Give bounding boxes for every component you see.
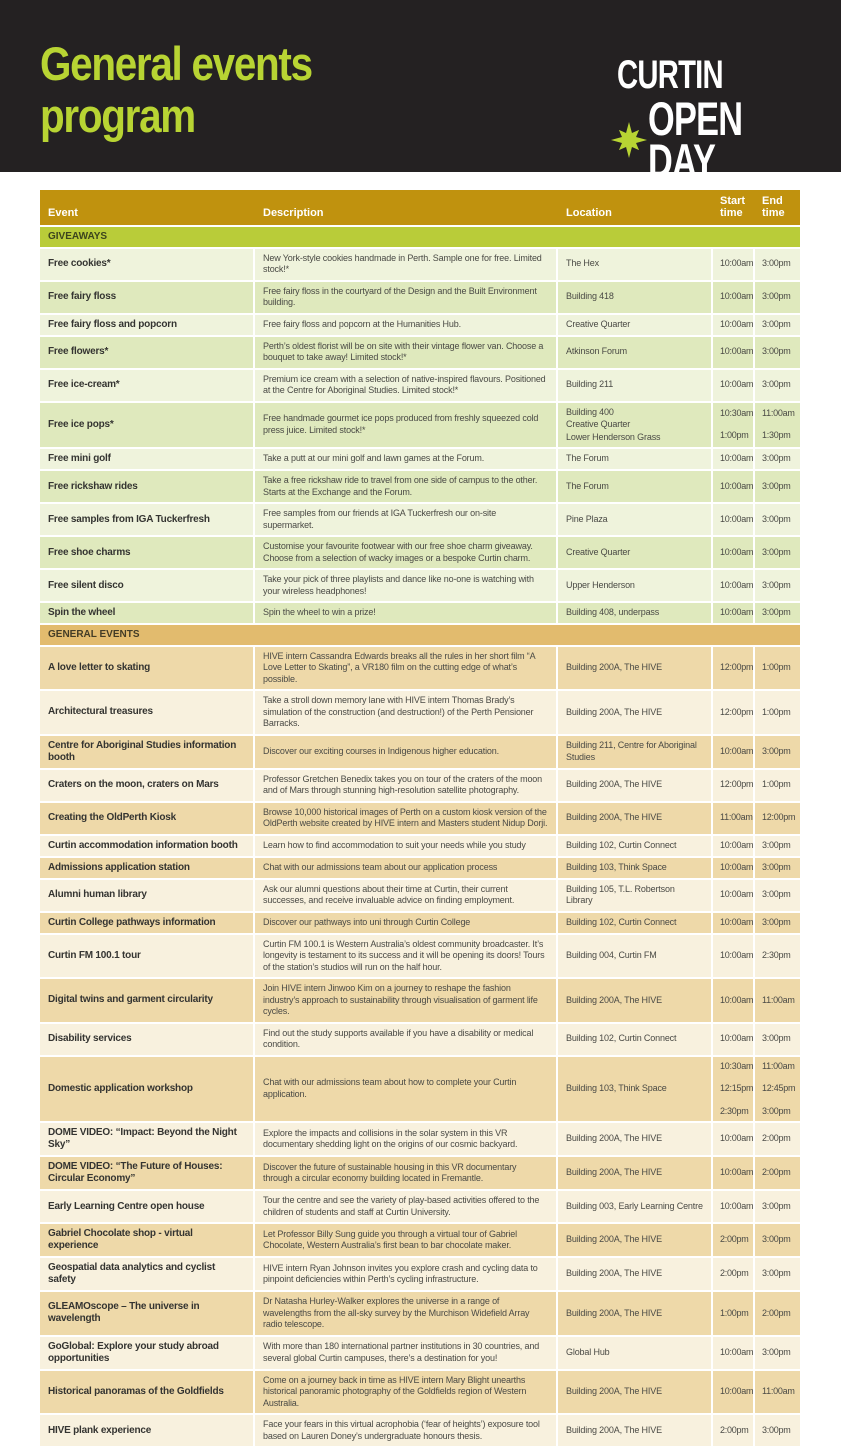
section-label: GENERAL EVENTS	[48, 629, 140, 640]
event-cell: A love letter to skating	[40, 647, 255, 690]
event-cell: Architectural treasures	[40, 691, 255, 734]
table-row	[40, 1337, 800, 1371]
end-time-cell: 3:00pm	[762, 546, 791, 557]
description-cell: Free handmade gourmet ice pops produced from freshly squeezed cold press juice. Limited stock!*	[255, 403, 558, 448]
location-cell: Building 102, Curtin Connect	[558, 1024, 713, 1055]
event-cell: GLEAMOscope – The universe in wavelength	[40, 1292, 255, 1335]
location-cell: Building 102, Curtin Connect	[558, 836, 713, 856]
event-cell: DOME VIDEO: “The Future of Houses: Circular Economy”	[40, 1157, 255, 1189]
start-time-cell: 10:00am	[713, 836, 755, 856]
location-cell: Building 200A, The HIVE	[558, 647, 713, 690]
start-time-cell: 10:00am	[713, 282, 755, 313]
location-cell: Pine Plaza	[558, 504, 713, 535]
curtin-open-day-logo	[610, 53, 841, 187]
table-row	[40, 603, 800, 625]
description-cell: Professor Gretchen Benedix takes you on tour of the craters of the moon and of Mars through stunning high-resolution satellite photography.	[255, 770, 558, 801]
location-cell: Building 200A, The HIVE	[558, 803, 713, 834]
event-cell: Free samples from IGA Tuckerfresh	[40, 504, 255, 535]
event-cell: Free mini golf	[40, 449, 255, 469]
table-row	[40, 449, 800, 471]
location-cell: The Hex	[558, 249, 713, 280]
location-cell: The Forum	[558, 471, 713, 502]
description-cell: Tour the centre and see the variety of play-based activities offered to the children of students and staff at Curtin University.	[255, 1191, 558, 1222]
location-cell: Building 200A, The HIVE	[558, 1415, 713, 1446]
column-header-location: Location	[566, 207, 612, 219]
start-time-cell: 10:00am	[713, 449, 755, 469]
description-cell: Face your fears in this virtual acrophobia (‘fear of heights’) exposure tool based on Lauren Doney’s undergraduate honours thesis.	[255, 1415, 558, 1446]
event-cell: Free cookies*	[40, 249, 255, 280]
end-time-cell: 3:00pm	[762, 1200, 791, 1211]
location-cell: Creative Quarter	[558, 537, 713, 568]
description-cell: Curtin FM 100.1 is Western Australia’s oldest community broadcaster. It’s longevity is testament to its success and it will be opening its doors! Tours of the station’s studios will run on the half hour.	[255, 935, 558, 978]
end-time-cell: 3:00pm	[762, 861, 791, 872]
event-cell: Digital twins and garment circularity	[40, 979, 255, 1022]
logo-event-text: OPEN DAY	[648, 92, 743, 187]
start-time-cell: 2:00pm	[713, 1258, 755, 1290]
end-time-cell: 3:00pm	[762, 291, 791, 302]
description-cell: Free fairy floss and popcorn at the Humanities Hub.	[255, 315, 558, 335]
event-cell: Creating the OldPerth Kiosk	[40, 803, 255, 834]
page-title-line1: General events	[40, 37, 312, 90]
start-time-cell: 10:00am	[713, 603, 755, 623]
table-row	[40, 370, 800, 403]
location-cell: Building 200A, The HIVE	[558, 979, 713, 1022]
start-time-cell: 10:00am	[713, 935, 755, 978]
table-row	[40, 282, 800, 315]
end-time-cell: 3:00pm	[762, 745, 791, 756]
table-row	[40, 1415, 800, 1448]
end-time-cell: 11:00am 12:45pm 3:00pm	[762, 1060, 796, 1116]
end-time-cell: 2:00pm	[762, 1167, 791, 1178]
event-cell: Geospatial data analytics and cyclist safety	[40, 1258, 255, 1290]
table-row	[40, 647, 800, 692]
table-header-row	[40, 190, 800, 227]
location-cell: Building 200A, The HIVE	[558, 1224, 713, 1256]
event-cell: Disability services	[40, 1024, 255, 1055]
description-cell: Spin the wheel to win a prize!	[255, 603, 558, 623]
table-row	[40, 337, 800, 370]
location-cell: Building 408, underpass	[558, 603, 713, 623]
table-row	[40, 1191, 800, 1224]
event-cell: Free fairy floss and popcorn	[40, 315, 255, 335]
table-row	[40, 736, 800, 770]
description-cell: Take a free rickshaw ride to travel from one side of campus to the other. Starts at the Exchange and the Forum.	[255, 471, 558, 502]
header-banner	[0, 0, 841, 187]
location-cell: Building 200A, The HIVE	[558, 691, 713, 734]
location-cell: Building 103, Think Space	[558, 858, 713, 878]
table-row	[40, 913, 800, 935]
start-time-cell: 12:00pm	[713, 647, 755, 690]
table-row	[40, 1371, 800, 1416]
table-row	[40, 1258, 800, 1292]
starburst-icon	[610, 121, 648, 159]
description-cell: Chat with our admissions team about our application process	[255, 858, 558, 878]
description-cell: Ask our alumni questions about their time at Curtin, their current successes, and receive invaluable advice on finding employment.	[255, 880, 558, 911]
column-header-start-time: Start time	[720, 195, 746, 219]
location-cell: Building 105, T.L. Robertson Library	[558, 880, 713, 911]
start-time-cell: 10:00am	[713, 1371, 755, 1414]
end-time-cell: 1:00pm	[762, 779, 791, 790]
event-cell: Curtin FM 100.1 tour	[40, 935, 255, 978]
location-cell: Building 200A, The HIVE	[558, 1123, 713, 1155]
end-time-cell: 3:00pm	[762, 916, 791, 927]
end-time-cell: 11:00am	[762, 1386, 795, 1396]
event-cell: Free ice pops*	[40, 403, 255, 448]
description-cell: Free fairy floss in the courtyard of the Design and the Built Environment building.	[255, 282, 558, 313]
table-row	[40, 1057, 800, 1124]
description-cell: Perth’s oldest florist will be on site with their vintage flower van. Choose a bouquet to take away! Limited stock!*	[255, 337, 558, 368]
table-row	[40, 836, 800, 858]
end-time-cell: 3:00pm	[762, 258, 791, 269]
events-program-table	[40, 190, 800, 1448]
location-cell: Building 211	[558, 370, 713, 401]
description-cell: Premium ice cream with a selection of native-inspired flavours. Positioned at the Centre for Aboriginal Studies. Limited stock!*	[255, 370, 558, 401]
start-time-cell: 10:00am	[713, 315, 755, 335]
start-time-cell: 12:00pm	[713, 691, 755, 734]
event-cell: Centre for Aboriginal Studies information booth	[40, 736, 255, 768]
event-cell: Early Learning Centre open house	[40, 1191, 255, 1222]
event-cell: GoGlobal: Explore your study abroad opportunities	[40, 1337, 255, 1369]
event-cell: HIVE plank experience	[40, 1415, 255, 1446]
end-time-cell: 3:00pm	[762, 1268, 791, 1279]
event-cell: Free ice-cream*	[40, 370, 255, 401]
end-time-cell: 3:00pm	[762, 513, 791, 524]
start-time-cell: 10:00am	[713, 1157, 755, 1189]
end-time-cell: 3:00pm	[762, 453, 791, 464]
start-time-cell: 10:00am	[713, 1191, 755, 1222]
location-cell: Building 200A, The HIVE	[558, 1292, 713, 1335]
location-cell: The Forum	[558, 449, 713, 469]
start-time-cell: 2:00pm	[713, 1224, 755, 1256]
description-cell: Explore the impacts and collisions in the solar system in this VR documentary shedding light on the origins of our cosmic backyard.	[255, 1123, 558, 1155]
end-time-cell: 3:00pm	[762, 379, 791, 390]
table-row	[40, 880, 800, 913]
location-cell: Building 103, Think Space	[558, 1057, 713, 1122]
location-cell: Building 200A, The HIVE	[558, 1157, 713, 1189]
start-time-cell: 10:00am	[713, 537, 755, 568]
event-cell: Free shoe charms	[40, 537, 255, 568]
description-cell: Take a stroll down memory lane with HIVE intern Thomas Brady’s simulation of the construction (and destruction!) of the Perth Pensioner Barracks.	[255, 691, 558, 734]
table-row	[40, 770, 800, 803]
description-cell: Join HIVE intern Jinwoo Kim on a journey to reshape the fashion industry’s approach to sustainability through visualisation of garment life cycles.	[255, 979, 558, 1022]
column-header-description: Description	[263, 207, 324, 219]
start-time-cell: 10:30am 1:00pm	[713, 403, 755, 448]
end-time-cell: 1:00pm	[762, 662, 791, 672]
description-cell: Find out the study supports available if you have a disability or medical condition.	[255, 1024, 558, 1055]
table-row	[40, 1123, 800, 1157]
table-row	[40, 537, 800, 570]
start-time-cell: 10:00am	[713, 858, 755, 878]
description-cell: Discover our exciting courses in Indigenous higher education.	[255, 736, 558, 768]
location-cell: Building 003, Early Learning Centre	[558, 1191, 713, 1222]
table-row	[40, 1224, 800, 1258]
event-cell: Curtin accommodation information booth	[40, 836, 255, 856]
end-time-cell: 3:00pm	[762, 607, 791, 618]
event-cell: Free flowers*	[40, 337, 255, 368]
event-cell: Craters on the moon, craters on Mars	[40, 770, 255, 801]
description-cell: Dr Natasha Hurley-Walker explores the universe in a range of wavelengths from the all-sky survey by the Murchison Widefield Array radio telescope.	[255, 1292, 558, 1335]
description-cell: HIVE intern Cassandra Edwards breaks all the rules in her short film “A Love Letter to Skating”, a VR180 film on the cutting edge of what’s possible.	[255, 647, 558, 690]
description-cell: Browse 10,000 historical images of Perth on a custom kiosk version of the OldPerth website created by HIVE intern and Masters student Nidup Dorji.	[255, 803, 558, 834]
table-row	[40, 315, 800, 337]
table-row	[40, 570, 800, 603]
description-cell: Let Professor Billy Sung guide you through a virtual tour of Gabriel Chocolate, Western Australia’s first bean to bar chocolate maker.	[255, 1224, 558, 1256]
start-time-cell: 10:00am	[713, 370, 755, 401]
start-time-cell: 10:00am	[713, 1337, 755, 1369]
location-cell: Building 200A, The HIVE	[558, 770, 713, 801]
location-cell: Building 200A, The HIVE	[558, 1258, 713, 1290]
start-time-cell: 1:00pm	[713, 1292, 755, 1335]
description-cell: With more than 180 international partner institutions in 30 countries, and several global Curtin campuses, there’s a destination for you!	[255, 1337, 558, 1369]
table-row	[40, 979, 800, 1024]
description-cell: Discover our pathways into uni through Curtin College	[255, 913, 558, 933]
end-time-cell: 3:00pm	[762, 1033, 791, 1044]
end-time-cell: 3:00pm	[762, 1424, 791, 1435]
location-cell: Creative Quarter	[558, 315, 713, 335]
table-row	[40, 1157, 800, 1191]
end-time-cell: 2:30pm	[762, 950, 791, 960]
start-time-cell: 10:00am	[713, 249, 755, 280]
event-cell: Admissions application station	[40, 858, 255, 878]
table-row	[40, 803, 800, 836]
location-cell: Building 004, Curtin FM	[558, 935, 713, 978]
page-title-line2: program	[40, 89, 195, 142]
description-cell: Free samples from our friends at IGA Tuckerfresh our on-site supermarket.	[255, 504, 558, 535]
description-cell: Come on a journey back in time as HIVE intern Mary Blight unearths historical panoramic photography of the Goldfields region of Western Australia.	[255, 1371, 558, 1414]
table-row	[40, 471, 800, 504]
description-cell: Customise your favourite footwear with our free shoe charm giveaway. Choose from a selection of wacky images or a bespoke Curtin charm.	[255, 537, 558, 568]
section-label: GIVEAWAYS	[48, 231, 108, 242]
end-time-cell: 3:00pm	[762, 318, 791, 329]
start-time-cell: 10:00am	[713, 1123, 755, 1155]
table-row	[40, 249, 800, 282]
event-cell: Curtin College pathways information	[40, 913, 255, 933]
description-cell: Learn how to find accommodation to suit your needs while you study	[255, 836, 558, 856]
end-time-cell: 3:00pm	[762, 1234, 791, 1245]
start-time-cell: 10:00am	[713, 471, 755, 502]
location-cell: Atkinson Forum	[558, 337, 713, 368]
location-cell: Global Hub	[558, 1337, 713, 1369]
event-cell: Spin the wheel	[40, 603, 255, 623]
start-time-cell: 10:00am	[713, 337, 755, 368]
start-time-cell: 10:00am	[713, 736, 755, 768]
event-cell: Gabriel Chocolate shop - virtual experience	[40, 1224, 255, 1256]
column-header-end-time: End time	[762, 195, 785, 219]
event-cell: Free silent disco	[40, 570, 255, 601]
start-time-cell: 10:00am	[713, 979, 755, 1022]
end-time-cell: 12:00pm	[762, 812, 796, 823]
event-cell: Alumni human library	[40, 880, 255, 911]
description-cell: HIVE intern Ryan Johnson invites you explore crash and cycling data to pinpoint deficiencies within Perth’s cycling infrastructure.	[255, 1258, 558, 1290]
start-time-cell: 11:00am	[713, 803, 755, 834]
end-time-cell: 11:00am 1:30pm	[762, 407, 795, 441]
end-time-cell: 3:00pm	[762, 346, 791, 357]
start-time-cell: 10:00am	[713, 504, 755, 535]
event-cell: Historical panoramas of the Goldfields	[40, 1371, 255, 1414]
location-cell: Building 418	[558, 282, 713, 313]
table-row	[40, 935, 800, 980]
table-row	[40, 1292, 800, 1337]
location-cell: Upper Henderson	[558, 570, 713, 601]
description-cell: Chat with our admissions team about how to complete your Curtin application.	[255, 1057, 558, 1122]
end-time-cell: 11:00am	[762, 994, 795, 1005]
logo-brand-text: CURTIN	[617, 53, 723, 97]
description-cell: Take your pick of three playlists and dance like no-one is watching with your wireless headphones!	[255, 570, 558, 601]
section-header-giveaways	[40, 227, 800, 249]
event-cell: Free fairy floss	[40, 282, 255, 313]
event-cell: Free rickshaw rides	[40, 471, 255, 502]
location-cell: Building 200A, The HIVE	[558, 1371, 713, 1414]
end-time-cell: 1:00pm	[762, 706, 791, 717]
end-time-cell: 3:00pm	[762, 889, 791, 900]
end-time-cell: 3:00pm	[762, 480, 791, 491]
location-cell: Building 400 Creative Quarter Lower Henderson Grass	[558, 403, 713, 448]
start-time-cell: 10:00am	[713, 1024, 755, 1055]
location-cell: Building 102, Curtin Connect	[558, 913, 713, 933]
table-row	[40, 1024, 800, 1057]
start-time-cell: 2:00pm	[713, 1415, 755, 1446]
table-row	[40, 504, 800, 537]
end-time-cell: 2:00pm	[762, 1133, 791, 1144]
location-cell: Building 211, Centre for Aboriginal Studies	[558, 736, 713, 768]
end-time-cell: 3:00pm	[762, 839, 791, 850]
start-time-cell: 10:30am 12:15pm 2:30pm	[713, 1057, 755, 1122]
start-time-cell: 12:00pm	[713, 770, 755, 801]
end-time-cell: 2:00pm	[762, 1307, 791, 1318]
event-cell: DOME VIDEO: “Impact: Beyond the Night Sky”	[40, 1123, 255, 1155]
column-header-event: Event	[48, 207, 78, 219]
event-cell: Domestic application workshop	[40, 1057, 255, 1122]
start-time-cell: 10:00am	[713, 570, 755, 601]
start-time-cell: 10:00am	[713, 913, 755, 933]
end-time-cell: 3:00pm	[762, 1346, 791, 1357]
page-title	[40, 38, 312, 142]
section-header-general-events	[40, 625, 800, 647]
table-row	[40, 691, 800, 736]
description-cell: New York-style cookies handmade in Perth. Sample one for free. Limited stock!*	[255, 249, 558, 280]
start-time-cell: 10:00am	[713, 880, 755, 911]
table-row	[40, 858, 800, 880]
description-cell: Discover the future of sustainable housing in this VR documentary through a circular economy building located in Fremantle.	[255, 1157, 558, 1189]
table-row	[40, 403, 800, 450]
description-cell: Take a putt at our mini golf and lawn games at the Forum.	[255, 449, 558, 469]
table-body	[40, 227, 800, 1448]
end-time-cell: 3:00pm	[762, 579, 791, 590]
